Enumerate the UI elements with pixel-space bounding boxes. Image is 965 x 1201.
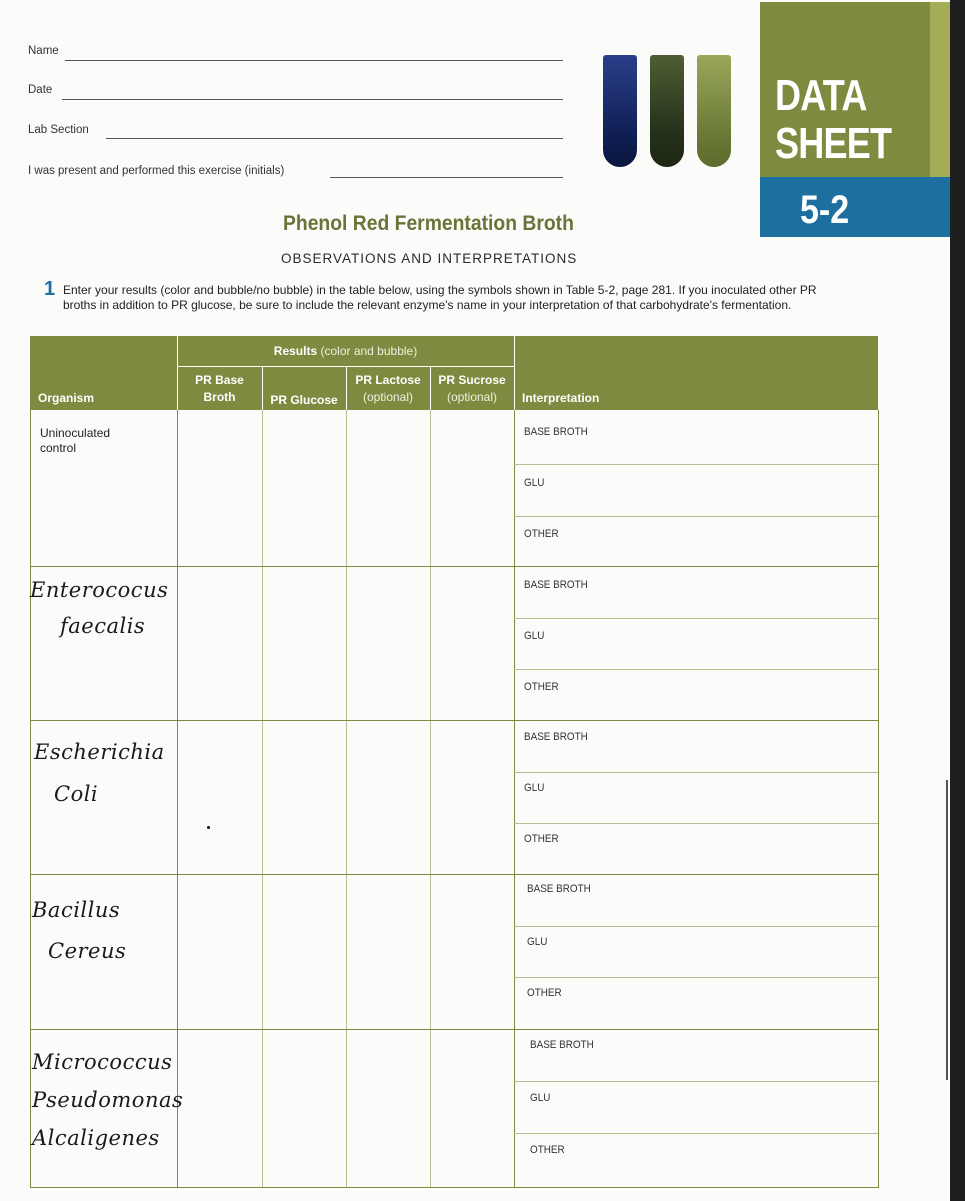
handwritten-organism-line2: Coli — [54, 782, 99, 806]
page-edge-shadow — [946, 780, 948, 1080]
interp-label-glu: GLU — [524, 477, 545, 489]
date-label: Date — [28, 84, 53, 96]
page-title: Phenol Red Fermentation Broth — [283, 212, 574, 235]
interp-label-other: OTHER — [530, 1144, 565, 1156]
organism-column-header: Organism — [38, 391, 95, 405]
base-broth-column-header: PR Base Broth — [195, 373, 244, 404]
lab-section-label: Lab Section — [28, 124, 89, 136]
handwritten-organism-line1: Escherichia — [34, 740, 165, 764]
blue-tube — [603, 55, 637, 167]
results-group-header: Results (color and bubble) — [273, 344, 418, 358]
sheet-number: 5-2 — [800, 188, 850, 232]
interp-label-base-broth: BASE BROTH — [524, 731, 588, 743]
interp-label-base-broth: BASE BROTH — [530, 1039, 594, 1051]
glucose-column-header: PR Glucose — [270, 393, 338, 407]
interp-label-base-broth: BASE BROTH — [524, 579, 588, 591]
pen-mark — [207, 826, 210, 829]
handwritten-organism-line2: Cereus — [48, 939, 127, 963]
lab-section-field[interactable] — [106, 138, 563, 139]
badge-data-text: DATA — [775, 71, 867, 120]
interp-label-other: OTHER — [527, 987, 562, 999]
background-strip — [950, 0, 965, 1201]
interp-label-glu: GLU — [524, 630, 545, 642]
page-subtitle: OBSERVATIONS AND INTERPRETATIONS — [281, 251, 578, 266]
presence-label: I was present and performed this exercise (initials) — [28, 165, 285, 177]
date-field[interactable] — [62, 99, 563, 100]
interp-label-base-broth: BASE BROTH — [524, 426, 588, 438]
organism-uninoculated: Uninoculated control — [40, 426, 111, 455]
lactose-column-header: PR Lactose (optional) — [355, 373, 421, 404]
sheet-number-badge — [760, 177, 950, 237]
interp-label-other: OTHER — [524, 681, 559, 693]
handwritten-organism-line1: Enterococus — [30, 578, 169, 602]
olive-tube — [697, 55, 731, 167]
results-table — [30, 336, 890, 1188]
question-number: 1 — [44, 278, 56, 300]
test-tubes-image — [598, 55, 738, 170]
dark-green-tube — [650, 55, 684, 167]
name-field[interactable] — [65, 60, 563, 61]
handwritten-organism-line2: Pseudomonas — [32, 1088, 184, 1112]
sucrose-column-header: PR Sucrose (optional) — [438, 373, 506, 404]
interp-label-base-broth: BASE BROTH — [527, 883, 591, 895]
interp-label-other: OTHER — [524, 528, 559, 540]
initials-field[interactable] — [330, 177, 563, 178]
name-label: Name — [28, 45, 59, 57]
question-text: Enter your results (color and bubble/no bubble) in the table below, using the symbols shown in Table 5-2, page 281. If you inoculated other PR broths in addition to PR glucose, be sure to include the relevant enzyme's name in your interpretation of that carbohydrate's fermentation. — [63, 283, 817, 312]
handwritten-organism-line3: Alcaligenes — [32, 1126, 160, 1150]
interpretation-column-header: Interpretation — [522, 391, 600, 405]
interp-label-glu: GLU — [527, 936, 548, 948]
interp-label-glu: GLU — [530, 1092, 551, 1104]
interp-label-other: OTHER — [524, 833, 559, 845]
badge-sheet-text: SHEET — [775, 119, 892, 168]
handwritten-organism-line2: faecalis — [60, 614, 146, 638]
handwritten-organism-line1: Bacillus — [32, 898, 121, 922]
handwritten-organism-line1: Micrococcus — [32, 1050, 173, 1074]
interp-label-glu: GLU — [524, 782, 545, 794]
